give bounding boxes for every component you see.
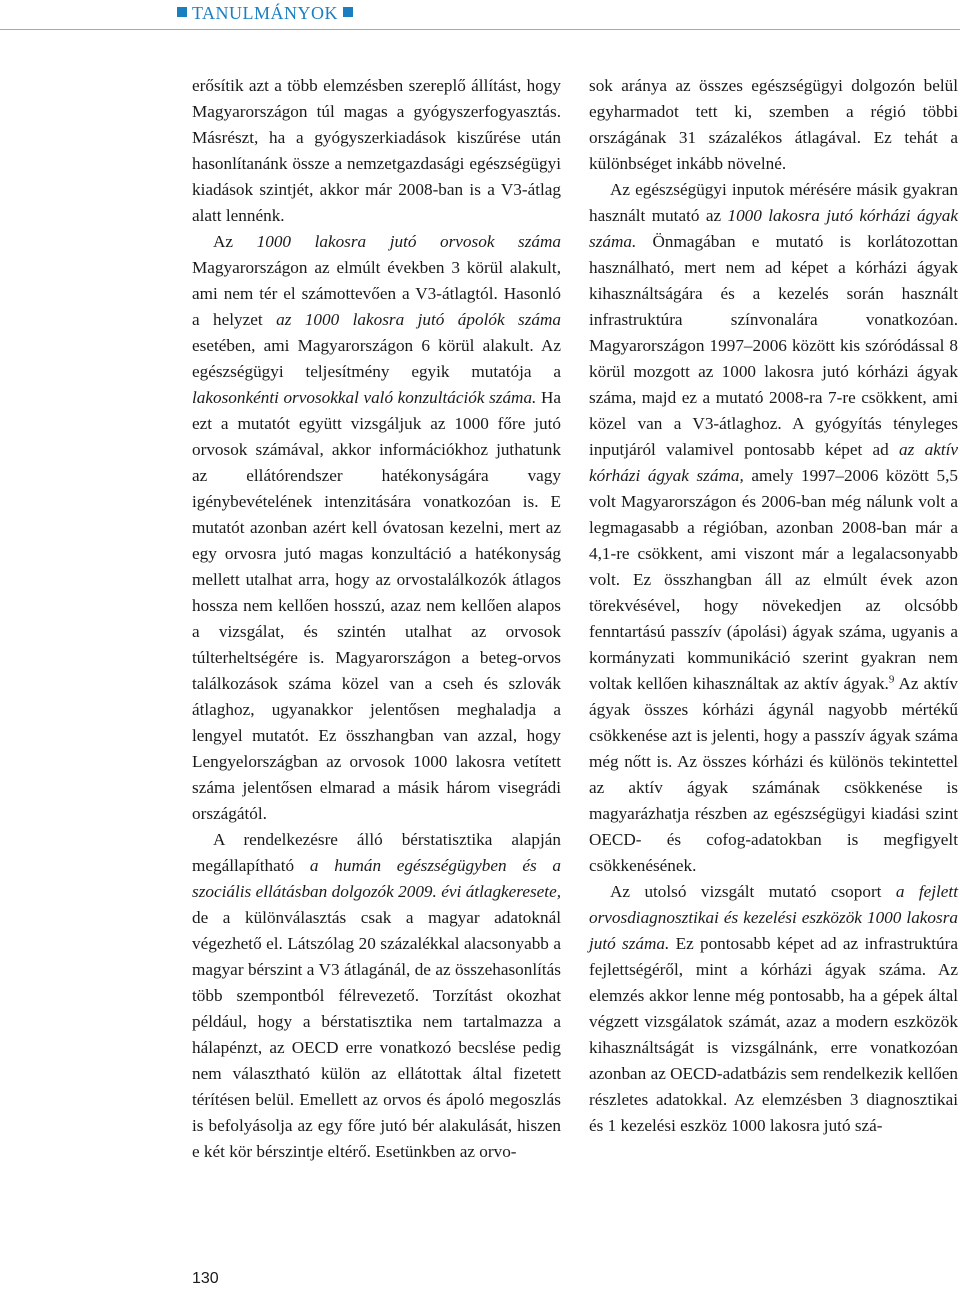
- text-run: amely 1997–2006 között 5,5 volt Magyarországon és 2006-ban még nálunk volt a legmagasabb a régióban, azonban 2008-ban már a 4,1-re csökkent, ami viszont már a legalacsonyabb volt. Ez összhangban áll az elmúlt évek azon törekvésével, hogy növekedjen az olcsóbb fenntartású passzív (ápolási) ágyak száma, ugyanis a kormányzati kommunikáció szerint gyakran nem voltak kellően kihasználtak az aktív ágyak.: [589, 466, 958, 693]
- header-rule: [0, 29, 960, 30]
- text-run: Az utolsó vizsgált mutató csoport: [610, 882, 896, 901]
- section-label: TANULMÁNYOK: [191, 3, 338, 23]
- right-text-column: [589, 73, 958, 1139]
- square-bullet-icon: [177, 7, 187, 17]
- page-header: [0, 0, 960, 30]
- italic-term: 1000 lakosra jutó kórházi ágyak száma.: [589, 206, 959, 251]
- text-run: erősítik azt a több elemzésben szereplő állítást, hogy Magyarországon túl magas a gyógyszerfogyasztás. Másrészt, ha a gyógyszerkiadások kiszűrése után hasonlítanánk össze a nemzetgazdasági egészségügyi kiadások szintjét, akkor már 2008-ban is a V3-átlag alatt lennénk.: [192, 76, 561, 225]
- italic-term: 1000 lakosra jutó orvosok száma: [256, 232, 561, 251]
- text-run: Önmagában e mutató is korlátozottan használható, mert nem ad képet a kórházi ágyak kihasználtságára és a kezelés során használt infrastruktúra színvonalára vonatkozóan. Magyarországon 1997–2006 között kis szóródással 8 körül mozgott az 1000 lakosra jutó kórházi ágyak száma, majd ez a mutató 2008-ra 7-re csökkent, ami közel van a V3-átlaghoz. A gyógyítás tényleges inputjáról valamivel pontosabb képet ad: [589, 232, 958, 459]
- text-run: A rendelkezésre álló bérstatisztika alapján megállapítható: [192, 830, 561, 875]
- paragraph: [589, 73, 958, 177]
- page-number: 130: [192, 1270, 219, 1287]
- paragraph: [192, 229, 561, 827]
- italic-term: a humán egészségügyben és a szociális ellátásban dolgozók 2009. évi átlagkeresete,: [192, 856, 561, 901]
- left-text-column: [192, 73, 561, 1165]
- italic-term: az aktív kórházi ágyak száma,: [589, 440, 958, 485]
- text-run: sok aránya az összes egészségügyi dolgozón belül egyharmadot tett ki, szemben a régió többi országának 31 százalékos átlagával. Ez tehát a különbséget inkább növelné.: [589, 76, 958, 173]
- paragraph: [192, 827, 561, 1165]
- italic-term: lakosonkénti orvosokkal való konzultációk száma.: [192, 388, 537, 407]
- text-run: Magyarországon az elmúlt években 3 körül alakult, ami nem tér el számottevően a V3-átlagtól. Hasonló a helyzet: [192, 258, 561, 329]
- paragraph: [192, 73, 561, 229]
- italic-term: az 1000 lakosra jutó ápolók száma: [276, 310, 561, 329]
- paragraph: [589, 177, 958, 879]
- text-run: Az egészségügyi inputok mérésére másik gyakran használt mutató az: [589, 180, 958, 225]
- square-bullet-icon: [343, 7, 353, 17]
- section-header: [172, 3, 358, 24]
- text-run: de a különválasztás csak a magyar adatoknál végezhető el. Látszólag 20 százalékkal alacsonyabb a magyar bérszint a V3 átlagánál, de az összehasonlítás több szempontból félrevezető. Torzítást okozhat például, hogy a bérstatisztika nem tartalmazza a hálapénzt, az OECD erre vonatkozó becslése pedig nem választható külön az ellátottak által fizetett térítésen belül. Emellett az orvos és ápoló megoszlás is befolyásolja az egy főre jutó bér alakulását, hiszen e két kör bérszintje eltérő. Esetünkben az orvo-: [192, 908, 561, 1161]
- italic-term: a fejlett orvosdiagnosztikai és kezelési eszközök 1000 lakosra jutó száma.: [589, 882, 958, 953]
- text-run: Ha ezt a mutatót együtt vizsgáljuk az 1000 főre jutó orvosok számával, akkor információkhoz juthatunk az ellátórendszer hatékonyságára vagy igénybevételének intenzitására vonatkozóan is. E mutatót azonban azért kell óvatosan kezelni, mert az egy orvosra jutó magas konzultáció a hatékonyság mellett utalhat arra, hogy az orvostalálkozók átlagos hossza nem kellően hosszú, azaz nem kellően alapos a vizsgálat, és szintén utalhat az orvosok túlterheltségére is. Magyarországon a beteg-orvos találkozások száma közel van a cseh és szlovák átlaghoz, ugyanakkor jelentősen meghaladja a lengyel mutatót. Ez összhangban van azzal, hogy Lengyelországban az orvosok 1000 lakosra vetített száma jelentősen elmarad a másik három visegrádi országától.: [192, 388, 561, 823]
- paragraph: [589, 879, 958, 1139]
- footnote-marker: 9: [888, 673, 895, 686]
- text-run: Ez pontosabb képet ad az infrastruktúra fejlettségéről, mint a kórházi ágyak száma. Az elemzés akkor lenne még pontosabb, ha a gépek által végzett vizsgálatok számát, azaz a modern eszközök kihasználtságát is vizsgálnánk, erre vonatkozóan azonban az OECD-adatbázis sem rendelkezik kellően részletes adatokkal. Az elemzésben 3 diagnosztikai és 1 kezelési eszköz 1000 lakosra jutó szá-: [589, 934, 958, 1135]
- text-run: Az aktív ágyak összes kórházi ágynál nagyobb mértékű csökkenése azt is jelenti, hogy a passzív ágyak száma még nőtt is. Az összes kórházi és különös tekintettel az aktív ágyak számának csökkenése is magyarázhatja részben az egészségügyi kiadási szint OECD- és cofog-adatokban is megfigyelt csökkenésének.: [589, 674, 958, 875]
- text-run: esetében, ami Magyarországon 6 körül alakult. Az egészségügyi teljesítmény egyik mutatója a: [192, 336, 561, 381]
- text-run: Az: [213, 232, 257, 251]
